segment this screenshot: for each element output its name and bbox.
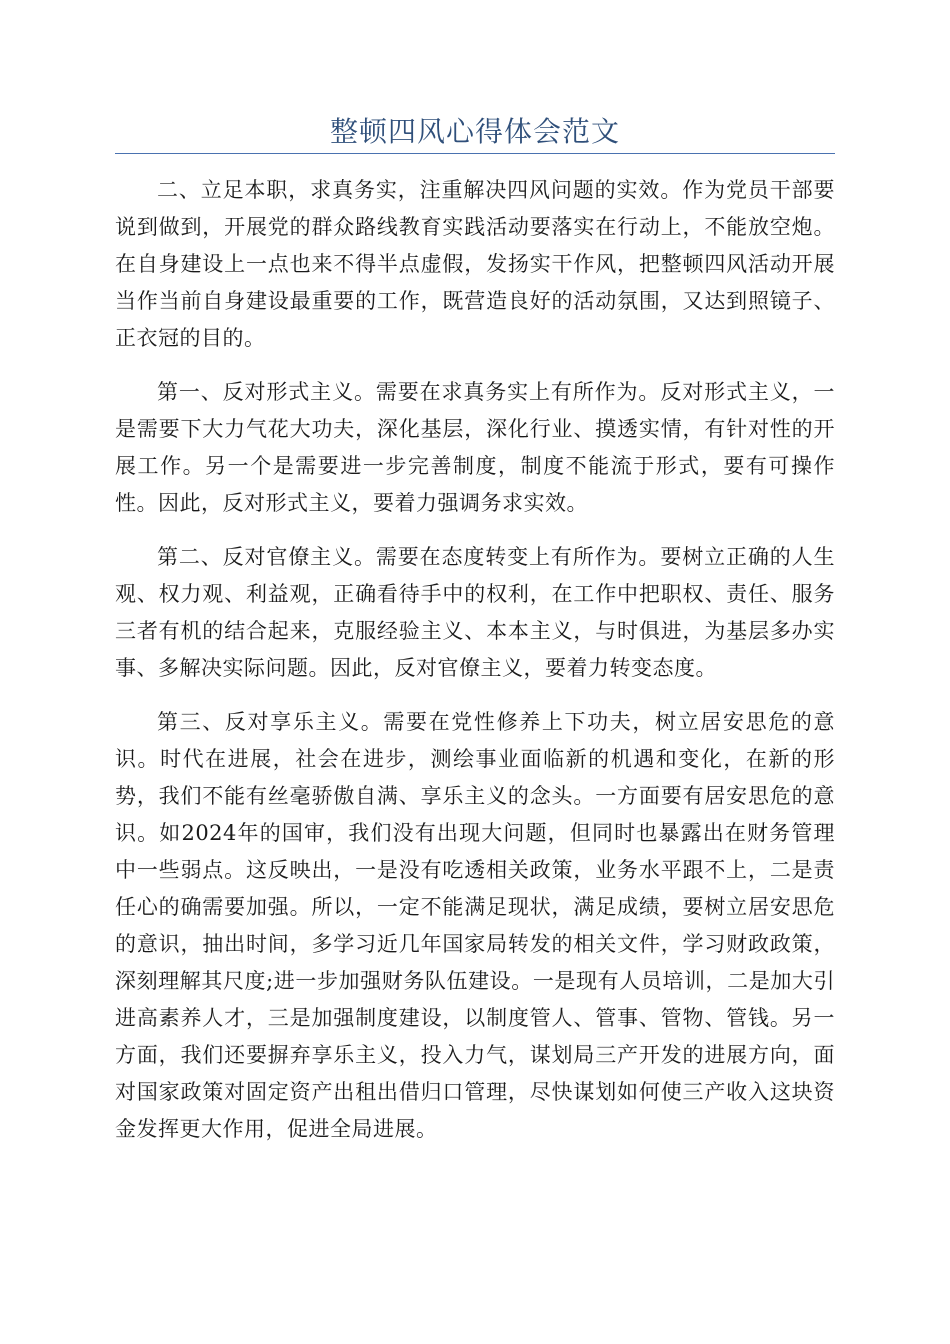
paragraph-3: 第二、反对官僚主义。需要在态度转变上有所作为。要树立正确的人生观、权力观、利益观，正确看待手中的权利，在工作中把职权、责任、服务三者有机的结合起来，克服经验主义、本本主义，与时俱进，为基层多办实事、多解决实际问题。因此，反对官僚主义，要着力转变态度。 [115, 545, 835, 680]
paragraph-4: 第三、反对享乐主义。需要在党性修养上下功夫，树立居安思危的意识。时代在进展，社会在进步，测绘事业面临新的机遇和变化，在新的形势，我们不能有丝毫骄傲自满、享乐主义的念头。一方面要有居安思危的意识。如2024年的国审，我们没有出现大问题，但同时也暴露出在财务管理中一些弱点。这反映出，一是没有吃透相关政策，业务水平跟不上，二是责任心的确需要加强。所以，一定不能满足现状，满足成绩，要树立居安思危的意识，抽出时间，多学习近几年国家局转发的相关文件，学习财政政策，深刻理解其尺度;进一步加强财务队伍建设。一是现有人员培训，二是加大引进高素养人才，三是加强制度建设，以制度管人、管事、管物、管钱。另一方面，我们还要摒弃享乐主义，投入力气，谋划局三产开发的进展方向，面对国家政策对固定资产出租出借归口管理，尽快谋划如何使三产收入这块资金发挥更大作用，促进全局进展。 [115, 710, 835, 1141]
paragraph-2: 第一、反对形式主义。需要在求真务实上有所作为。反对形式主义，一是需要下大力气花大功夫，深化基层，深化行业、摸透实情，有针对性的开展工作。另一个是需要进一步完善制度，制度不能流于形式，要有可操作性。因此，反对形式主义，要着力强调务求实效。 [115, 380, 835, 515]
document-body [115, 172, 835, 1165]
document-title: 整顿四风心得体会范文 [329, 115, 620, 148]
paragraph-1: 二、立足本职，求真务实，注重解决四风问题的实效。作为党员干部要说到做到，开展党的群众路线教育实践活动要落实在行动上，不能放空炮。在自身建设上一点也来不得半点虚假，发扬实干作风，把整顿四风活动开展当作当前自身建设最重要的工作，既营造良好的活动氛围，又达到照镜子、正衣冠的目的。 [115, 178, 835, 350]
title-underline [115, 153, 835, 154]
